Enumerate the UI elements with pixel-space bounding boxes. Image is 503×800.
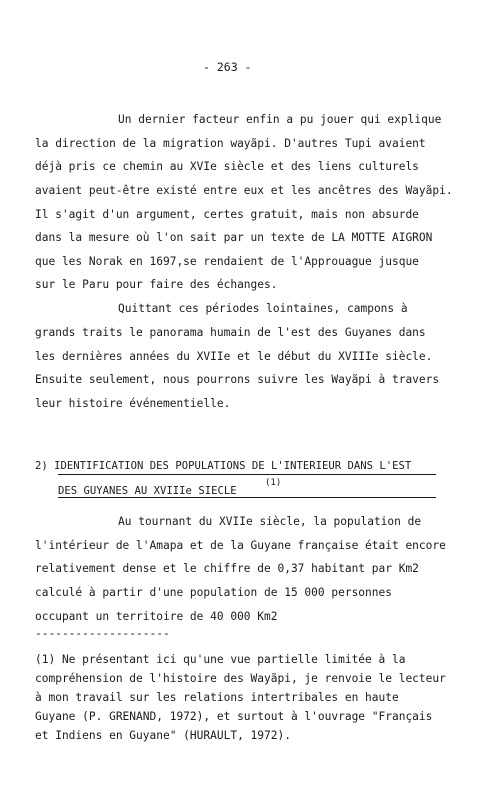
text-line: Quittant ces périodes lointaines, campons à [118, 302, 408, 315]
footnote-reference: (1) [265, 478, 282, 488]
heading-underline [58, 497, 436, 498]
text-line: relativement dense et le chiffre de 0,37 habitant par Km2 [35, 562, 419, 575]
text-line: Au tournant du XVIIe siècle, la population de [118, 515, 422, 528]
text-line: grands traits le panorama humain de l'est des Guyanes dans [35, 326, 426, 339]
text-line: leur histoire événementielle. [35, 397, 231, 410]
text-line: sur le Paru pour faire des échanges. [35, 278, 278, 291]
text-line: Il s'agit d'un argument, certes gratuit, mais non absurde [35, 208, 419, 221]
text-line: calculé à partir d'une population de 15 000 personnes [35, 586, 392, 599]
text-line: la direction de la migration wayãpi. D'autres Tupi avaient [35, 137, 426, 150]
section-heading-line2: DES GUYANES AU XVIIIe SIECLE [58, 485, 237, 497]
text-line: dans la mesure où l'on sait par un texte de LA MOTTE AIGRON [35, 231, 433, 244]
text-line: occupant un territoire de 40 000 Km2 [35, 610, 278, 623]
section-heading-line1: 2) IDENTIFICATION DES POPULATIONS DE L'INTERIEUR DANS L'EST [35, 460, 412, 472]
footnote-line: Guyane (P. GRENAND, 1972), et surtout à l'ouvrage "Français [35, 710, 433, 723]
text-line: déjà pris ce chemin au XVIe siècle et des liens culturels [35, 160, 419, 173]
footnote-separator: -------------------- [35, 627, 170, 640]
footnote-line: et Indiens en Guyane" (HURAULT, 1972). [35, 729, 291, 742]
text-line: les dernières années du XVIIe et le début du XVIIIe siècle. [35, 350, 433, 363]
footnote-line: compréhension de l'histoire des Wayãpi, je renvoie le lecteur [35, 672, 446, 685]
footnote-line: à mon travail sur les relations intertribales en haute [35, 691, 399, 704]
text-line: Un dernier facteur enfin a pu jouer qui explique [118, 113, 442, 126]
page-number: - 263 - [203, 60, 252, 74]
heading-underline [58, 474, 436, 475]
text-line: avaient peut-être existé entre eux et les ancêtres des Wayãpi. [35, 184, 453, 197]
text-line: Ensuite seulement, nous pourrons suivre les Wayãpi à travers [35, 373, 440, 386]
footnote-line: (1) Ne présentant ici qu'une vue partielle limitée à la [35, 653, 406, 666]
text-line: l'intérieur de l'Amapa et de la Guyane française était encore [35, 539, 446, 552]
text-line: que les Norak en 1697,se rendaient de l'Approuague jusque [35, 255, 419, 268]
